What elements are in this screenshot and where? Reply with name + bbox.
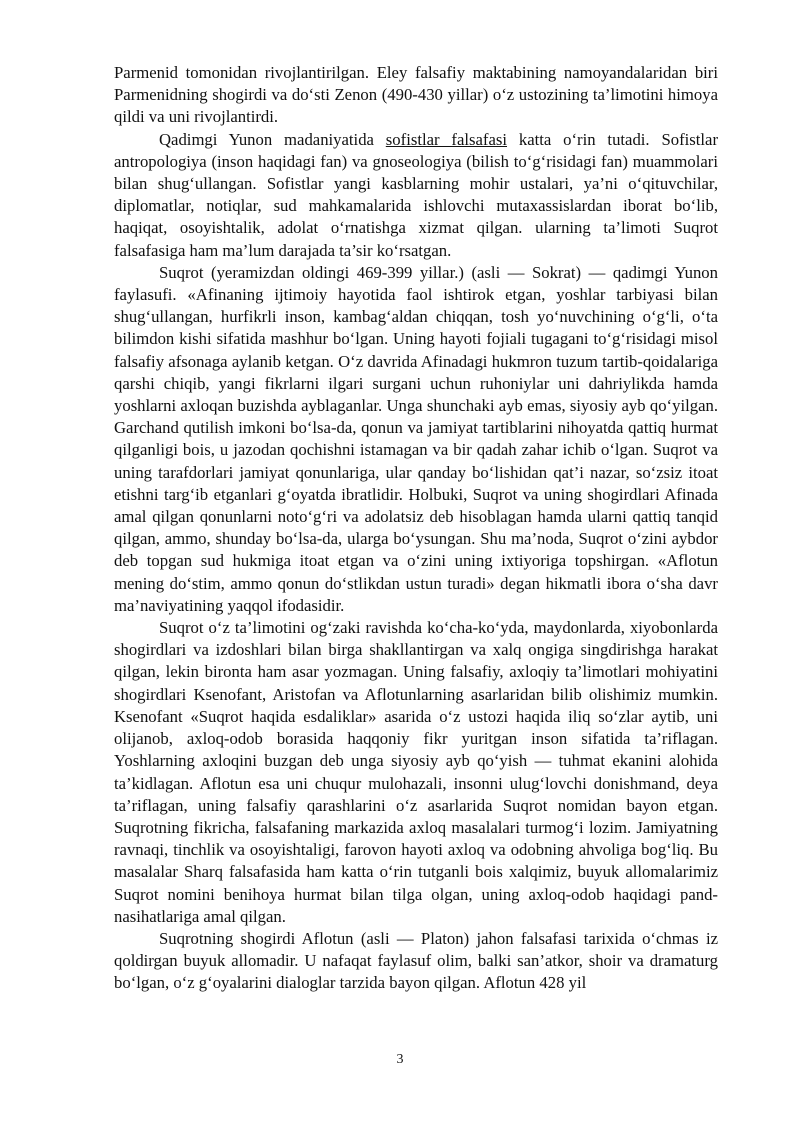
paragraph-parmenid-continuation: Parmenid tomonidan rivojlantirilgan. Eley falsafiy maktabining namoyandalaridan biri Parmenidning shogirdi va do‘sti Zenon (490-430 yillar) o‘z ustozining ta’limotini himoya qildi va uni rivojlantirdi. [114, 63, 718, 127]
paragraph-sophists-lead: Qadimgi Yunon madaniyatida [159, 129, 386, 149]
paragraph-suqrot-biography: Suqrot (yeramizdan oldingi 469-399 yillar.) (asli — Sokrat) — qadimgi Yunon faylasufi. «Afinaning ijtimoiy hayotida faol ishtirok etgan, yoshlar tarbiyasi bilan shug‘ullangan, hurfikrli inson, kambag‘aldan chiqqan, tosh yo‘nuvchining o‘g‘li, o‘ta bilimdon kishi sifatida mashhur bo‘lgan. Uning hayoti fojiali tugagani to‘g‘risidagi misol falsafiy afsonaga aylanib ketgan. O‘z davrida Afinadagi hukmron tuzum tartib-qoidalariga qarshi chiqib, yangi fikrlarni ilgari surgani uchun ruhoniylar uni dahriylikda hamda yoshlarni axloqan buzishda ayblaganlar. Unga shunchaki ayb emas, siyosiy ayb qo‘yilgan. Garchand qutilish imkoni bo‘lsa-da, qonun va jamiyat tartiblarini nihoyatda qattiq hurmat qilganligi bois, u jazodan qochishni istamagan va bir qadah zahar ichib o‘lgan. Suqrot va uning tarafdorlari jamiyat qonunlariga, ular qanday bo‘lishidan qat’i nazar, so‘zsiz itoat etishni targ‘ib etganlari g‘oyatda ibratlidir. Holbuki, Suqrot va uning shogirdlari Afinada amal qilgan qonunlarni noto‘g‘ri va adolatsiz deb hisoblagan hamda ularni qattiq tanqid qilgan, ammo, shunday bo‘lsa-da, ularga bo‘ysungan. Shu ma’noda, Suqrot o‘zini aybdor deb topgan sud hukmiga itoat etgan va o‘zini uning ixtiyoriga topshirgan. «Aflotun mening do‘stim, ammo qonun do‘stlikdan ustun turadi» degan hikmatli ibora o‘sha davr ma’naviyatining yaqqol ifodasidir. [114, 262, 718, 615]
paragraph-suqrot-teaching: Suqrot o‘z ta’limotini og‘zaki ravishda ko‘cha-ko‘yda, maydonlarda, xiyobonlarda shogirdlari va izdoshlari bilan birga shakllantirgan va xalq ongiga singdirishga harakat qilgan, lekin bironta ham asar yozmagan. Uning falsafiy, axloqiy ta’limotlari mohiyatini shogirdlari Ksenofant, Aristofan va Aflotunlarning asarlaridan bilib olishimiz mumkin. Ksenofant «Suqrot haqida esdaliklar» asarida o‘z ustozi haqida iliq so‘zlar aytib, uni olijanob, axloq-odob borasida haqqoniy fikr yuritgan inson sifatida ta’riflagan. Yoshlarning axloqini buzgan deb unga siyosiy ayb qo‘yish — tuhmat ekanini alohida ta’kidlagan. Aflotun esa uni chuqur mulohazali, insonni ulug‘lovchi donishmand, deya ta’riflagan, uning falsafiy qarashlarini o‘z asarlarida Suqrot nomidan bayon etgan. Suqrotning fikricha, falsafaning markazida axloq masalalari turmog‘i lozim. Jamiyatning ravnaqi, tinchlik va osoyishtaligi, farovon hayoti axloq va odobning ahvoliga bog‘liq. Bu masalalar Sharq falsafasida ham katta o‘rin tutganli bois xalqimiz, buyuk allomalarimiz Suqrot nomini benihoya hurmat bilan tilga olgan, uning axloq-odob haqidagi pand-nasihatlariga amal qilgan. [114, 618, 718, 926]
page-number: 3 [396, 1052, 404, 1067]
paragraph-sophists-rest: katta o‘rin tutadi. Sofistlar antropologiya (inson haqidagi fan) va gnoseologiya (bilish to‘g‘risidagi fan) muammolari bilan shug‘ullangan. Sofistlar yangi kasblarning mohir ustalari, ya’ni o‘qituvchilar, diplomatlar, notiqlar, sud mahkamalarida ishlovchi mutaxassislardan iborat bo‘lib, haqiqat, osoyishtalik, adolat o‘rnatishga xizmat qilgan. ularning ta’limoti Suqrot falsafasiga ham ma’lum darajada ta’sir ko‘rsatgan. [114, 129, 719, 260]
sophists-philosophy-link[interactable]: sofistlar falsafasi [385, 129, 508, 149]
paragraph-aflotun: Suqrotning shogirdi Aflotun (asli — Platon) jahon falsafasi tarixida o‘chmas iz qoldirgan buyuk allomadir. U nafaqat faylasuf olim, balki san’atkor, shoir va dramaturg bo‘lgan, o‘z g‘oyalarini dialoglar tarzida bayon qilgan. Aflotun 428 yil [114, 928, 718, 993]
paragraph-sophists [114, 129, 718, 262]
